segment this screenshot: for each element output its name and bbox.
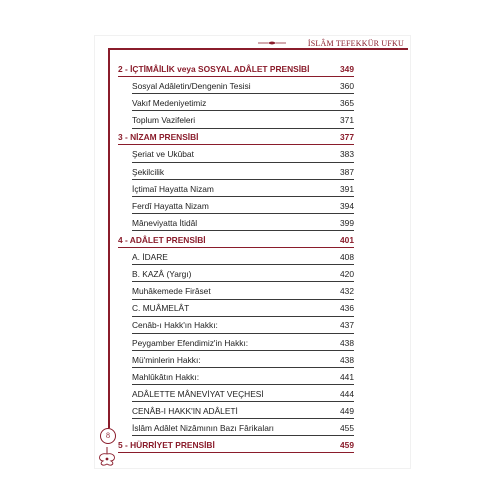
toc-entry-label: Şekilcilik bbox=[132, 166, 165, 177]
header-ornament-icon bbox=[258, 40, 286, 46]
toc-entry-label: B. KAZÂ (Yargı) bbox=[132, 269, 192, 280]
toc-page-number: 365 bbox=[340, 98, 354, 109]
toc-page-number: 391 bbox=[340, 183, 354, 194]
toc-entry-row bbox=[118, 111, 354, 128]
toc-page-number: 360 bbox=[340, 81, 354, 92]
toc-page-number: 441 bbox=[340, 371, 354, 382]
toc-entry-label: 2 - İÇTİMÂİLİK veya SOSYAL ADÂLET PRENSİBİ bbox=[118, 64, 310, 74]
side-rule bbox=[108, 48, 110, 428]
toc-entry-row bbox=[118, 214, 354, 231]
toc-entry-label: Mü'minlerin Hakkı: bbox=[132, 354, 201, 365]
toc-entry-row bbox=[118, 163, 354, 180]
toc-entry-label: ADÂLETTE MÂNEVİYAT VEÇHESİ bbox=[132, 388, 264, 399]
toc-page-number: 377 bbox=[340, 132, 354, 143]
toc-page-number: 449 bbox=[340, 405, 354, 416]
toc-page-number: 399 bbox=[340, 217, 354, 228]
toc-entry-row bbox=[118, 368, 354, 385]
toc-page-number: 401 bbox=[340, 234, 354, 245]
toc-entry-row bbox=[118, 419, 354, 436]
header-rule bbox=[108, 48, 408, 50]
toc-entry-label: C. MUÂMELÂT bbox=[132, 303, 190, 314]
toc-entry-label: 4 - ADÂLET PRENSİBİ bbox=[118, 234, 206, 245]
toc-entry-label: Sosyal Adâletin/Dengenin Tesisi bbox=[132, 81, 251, 92]
page-number: 8 bbox=[100, 428, 116, 444]
toc-page-number: 432 bbox=[340, 286, 354, 297]
toc-entry-label: CENÂB-I HAKK'IN ADÂLETİ bbox=[132, 405, 238, 416]
toc-page-number: 420 bbox=[340, 269, 354, 280]
toc-entry-label: 3 - NİZAM PRENSİBİ bbox=[118, 132, 199, 143]
toc-page-number: 371 bbox=[340, 115, 354, 126]
running-header-title: İSLÂM TEFEKKÜR UFKU bbox=[307, 39, 404, 48]
toc-section-row bbox=[118, 60, 354, 77]
toc-page-number: 383 bbox=[340, 149, 354, 160]
toc-entry-row bbox=[118, 351, 354, 368]
toc-entry-row bbox=[118, 248, 354, 265]
toc-section-row bbox=[118, 231, 354, 248]
bottom-ornament-icon bbox=[94, 446, 120, 468]
table-of-contents bbox=[118, 60, 354, 453]
toc-entry-row bbox=[118, 145, 354, 162]
toc-entry-row bbox=[118, 180, 354, 197]
toc-entry-row bbox=[118, 282, 354, 299]
toc-page-number: 459 bbox=[340, 440, 354, 451]
toc-entry-label: Toplum Vazifeleri bbox=[132, 115, 196, 126]
toc-page-number: 387 bbox=[340, 166, 354, 177]
toc-page-number: 444 bbox=[340, 388, 354, 399]
toc-entry-row bbox=[118, 94, 354, 111]
toc-entry-row bbox=[118, 385, 354, 402]
toc-entry-label: Vakıf Medeniyetimiz bbox=[132, 98, 207, 109]
toc-entry-row bbox=[118, 402, 354, 419]
toc-entry-label: Muhâkemede Firâset bbox=[132, 286, 211, 297]
toc-underline bbox=[118, 452, 354, 453]
toc-entry-label: İçtimaî Hayatta Nizam bbox=[132, 183, 214, 194]
toc-section-row bbox=[118, 128, 354, 145]
toc-entry-label: 5 - HÜRRİYET PRENSİBİ bbox=[118, 440, 215, 451]
toc-page-number: 436 bbox=[340, 303, 354, 314]
toc-entry-row bbox=[118, 334, 354, 351]
toc-entry-label: Peygamber Efendimiz'in Hakkı: bbox=[132, 337, 249, 348]
toc-entry-row bbox=[118, 77, 354, 94]
toc-page-number: 455 bbox=[340, 422, 354, 433]
toc-entry-label: A. İDARE bbox=[132, 252, 168, 263]
toc-entry-row bbox=[118, 316, 354, 333]
toc-section-row bbox=[118, 436, 354, 453]
toc-entry-label: İslâm Adâlet Nizâmının Bazı Fârikaları bbox=[132, 422, 274, 433]
toc-entry-label: Cenâb-ı Hakk'ın Hakkı: bbox=[132, 320, 218, 331]
toc-entry-label: Ferdî Hayatta Nizam bbox=[132, 200, 209, 211]
toc-page-number: 408 bbox=[340, 252, 354, 263]
toc-entry-row bbox=[118, 299, 354, 316]
toc-entry-label: Mahlûkâtın Hakkı: bbox=[132, 371, 200, 382]
toc-page-number: 438 bbox=[340, 337, 354, 348]
toc-page-number: 437 bbox=[340, 320, 354, 331]
toc-page-number: 349 bbox=[340, 64, 354, 74]
toc-entry-row bbox=[118, 197, 354, 214]
toc-page-number: 438 bbox=[340, 354, 354, 365]
toc-entry-row bbox=[118, 265, 354, 282]
toc-page-number: 394 bbox=[340, 200, 354, 211]
toc-entry-label: Mâneviyatta İtidâl bbox=[132, 217, 198, 228]
toc-entry-label: Şeriat ve Ukûbat bbox=[132, 149, 194, 160]
